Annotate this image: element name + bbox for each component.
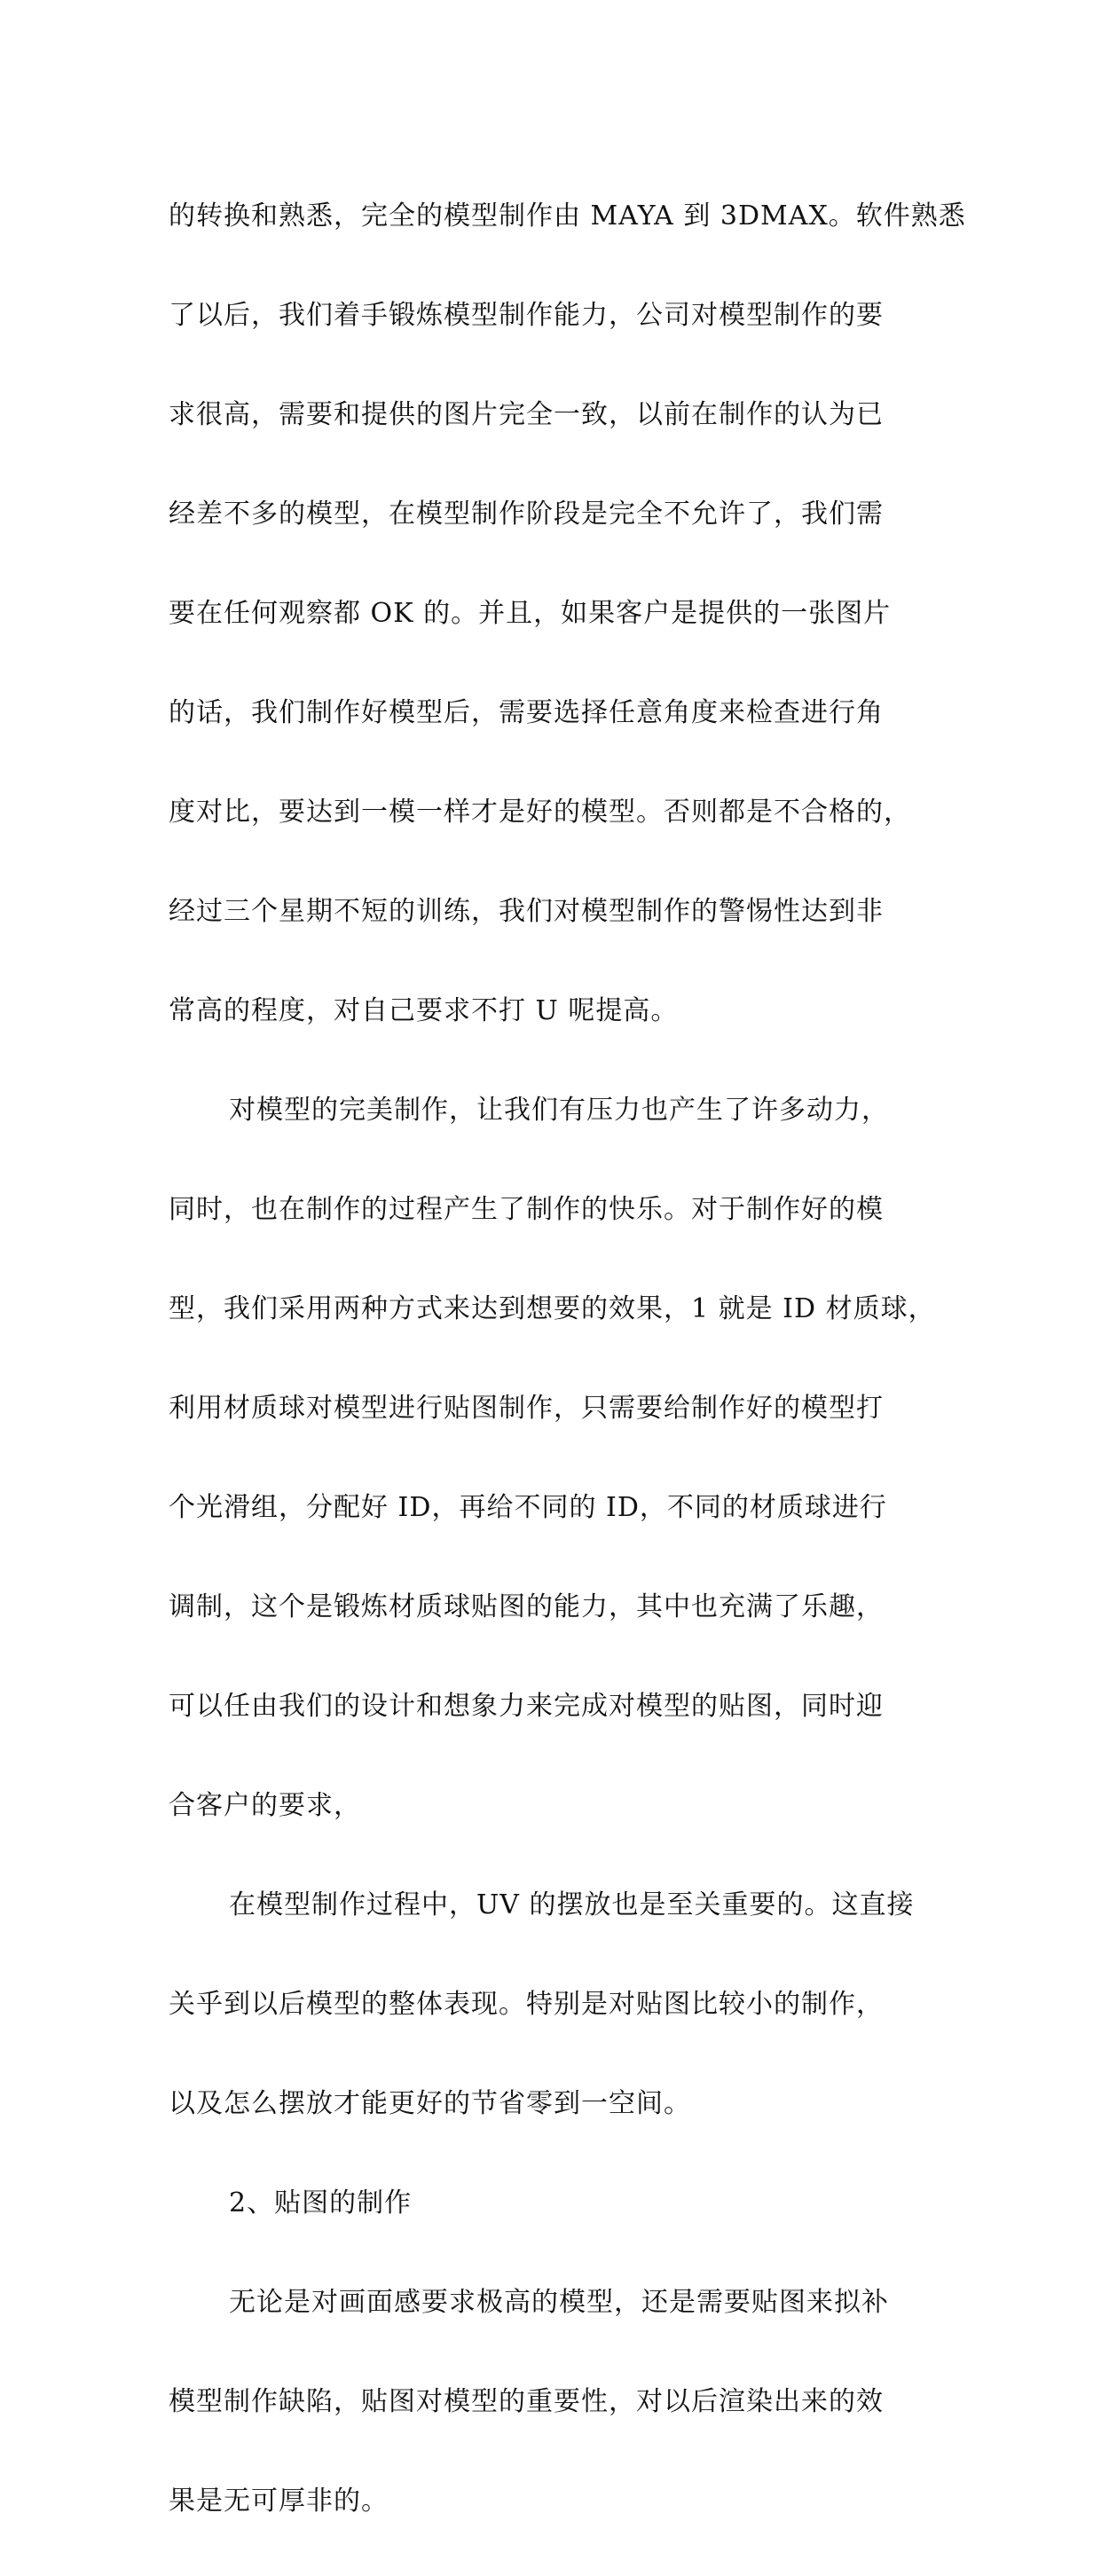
text-line: 度对比，要达到一模一样才是好的模型。否则都是不合格的， [169, 797, 911, 828]
text-line-indented: 在模型制作过程中，UV 的摆放也是至关重要的。这直接 [229, 1889, 915, 1920]
text-line: 求很高，需要和提供的图片完全一致，以前在制作的认为已 [169, 399, 884, 430]
text-line: 经差不多的模型，在模型制作阶段是完全不允许了，我们需 [169, 499, 884, 530]
text-line: 要在任何观察都 OK 的。并且，如果客户是提供的一张图片 [169, 598, 892, 629]
text-line: 经过三个星期不短的训练，我们对模型制作的警惕性达到非 [169, 896, 884, 927]
text-line: 以及怎么摆放才能更好的节省零到一空间。 [169, 2088, 691, 2119]
text-line: 关乎到以后模型的整体表现。特别是对贴图比较小的制作， [169, 1989, 884, 2020]
text-line-indented: 无论是对画面感要求极高的模型，还是需要贴图来拟补 [229, 2287, 889, 2318]
text-line: 同时，也在制作的过程产生了制作的快乐。对于制作好的模 [169, 1194, 884, 1225]
document-body [169, 142, 966, 2576]
document-text [169, 142, 966, 2576]
text-line: 利用材质球对模型进行贴图制作，只需要给制作好的模型打 [169, 1393, 884, 1424]
text-line: 的转换和熟悉，完全的模型制作由 MAYA 到 3DMAX。软件熟悉 [169, 200, 966, 232]
text-line: 调制，这个是锻炼材质球贴图的能力，其中也充满了乐趣， [169, 1591, 884, 1622]
text-line-indented: 对模型的完美制作，让我们有压力也产生了许多动力， [229, 1095, 889, 1126]
text-line: 可以任由我们的设计和想象力来完成对模型的贴图，同时迎 [169, 1691, 884, 1722]
text-line: 常高的程度，对自己要求不打 U 呢提高。 [169, 995, 679, 1026]
text-line: 合客户的要求， [169, 1790, 361, 1821]
text-line: 的话，我们制作好模型后，需要选择任意角度来检查进行角 [169, 697, 884, 728]
text-line: 个光滑组，分配好 ID，再给不同的 ID，不同的材质球进行 [169, 1492, 887, 1523]
text-line: 了以后，我们着手锻炼模型制作能力，公司对模型制作的要 [169, 300, 884, 331]
text-line: 果是无可厚非的。 [169, 2486, 389, 2517]
text-line: 模型制作缺陷，贴图对模型的重要性，对以后渲染出来的效 [169, 2386, 884, 2417]
section-heading: 2、贴图的制作 [229, 2187, 413, 2219]
text-line: 型，我们采用两种方式来达到想要的效果，1 就是 ID 材质球， [169, 1293, 936, 1324]
